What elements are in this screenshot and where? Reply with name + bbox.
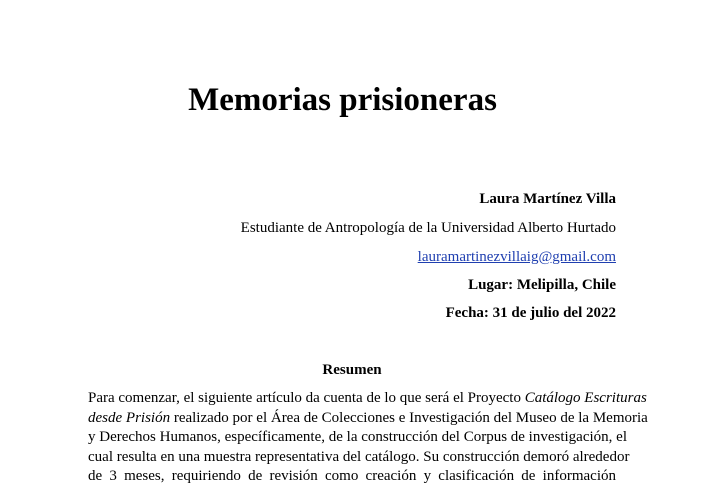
abstract-heading: Resumen bbox=[322, 362, 382, 378]
abstract-line bbox=[88, 467, 616, 487]
author-email-line bbox=[56, 248, 616, 266]
abstract-italic-text: desde Prisión bbox=[88, 409, 171, 426]
author-email-link[interactable]: lauramartinezvillaig@gmail.com bbox=[417, 249, 616, 265]
document-title: Memorias prisioneras bbox=[188, 82, 497, 118]
location-line: Lugar: Melipilla, Chile bbox=[468, 277, 616, 293]
author-name: Laura Martínez Villa bbox=[479, 191, 616, 207]
abstract-line bbox=[88, 389, 647, 409]
abstract-body bbox=[88, 389, 648, 487]
author-affiliation: Estudiante de Antropología de la Universidad Alberto Hurtado bbox=[240, 220, 616, 236]
abstract-italic-text: Catálogo Escrituras bbox=[524, 390, 647, 406]
abstract-line bbox=[88, 428, 627, 448]
abstract-text: Para comenzar, el siguiente artículo da cuenta de lo que será el Proyecto bbox=[88, 390, 525, 406]
abstract-text: y Derechos Humanos, específicamente, de la construcción del Corpus de investigación, el bbox=[88, 429, 627, 445]
abstract-text: de 3 meses, requiriendo de revisión como creación y clasificación de información bbox=[88, 468, 616, 484]
abstract-text: cual resulta en una muestra representativa del catálogo. Su construcción demoró alrededor bbox=[88, 448, 630, 465]
abstract-line bbox=[88, 448, 630, 468]
date-line: Fecha: 31 de julio del 2022 bbox=[445, 305, 616, 321]
abstract-text: realizado por el Área de Colecciones e Investigación del Museo de la Memoria bbox=[170, 409, 648, 426]
abstract-line bbox=[88, 409, 648, 429]
